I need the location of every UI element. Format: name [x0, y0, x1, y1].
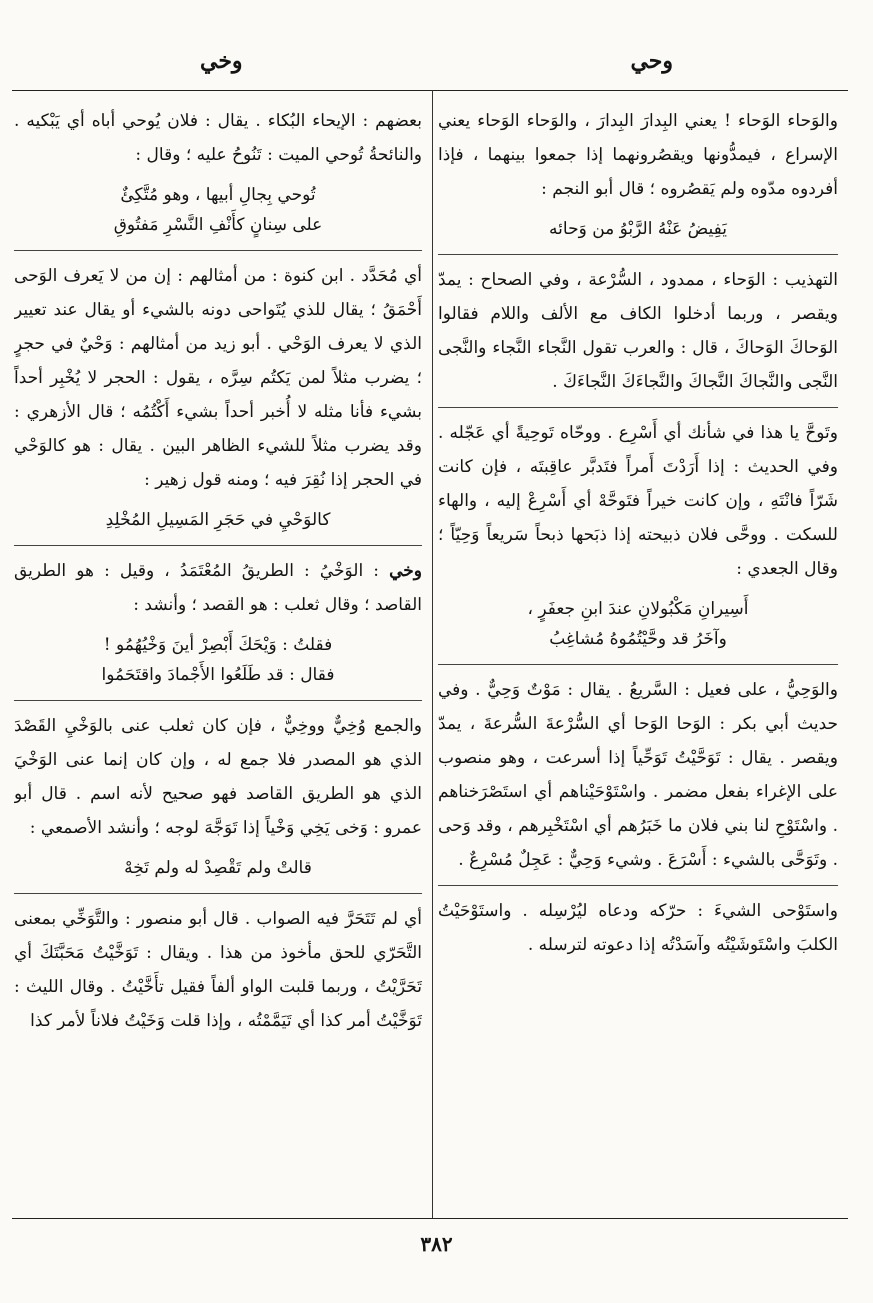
verse — [438, 214, 838, 244]
page-header — [0, 48, 873, 88]
paragraph: والوَحِيُّ ، على فعيل : السَّريعُ . يقال : مَوْتٌ وَحِيٌّ . وفي حديث أبي بكر : الوَحا الوَحا أي السُّرْعةَ السُّرعةَ ، يمدّ ويقصر . يقال : تَوَحَّيْتُ تَوَحِّياً إذا أسرعت ، وهو منصوب على الإغراء بفعل مضمر . واسْتَوْحَيْناهم أي استَصْرَخناهم . واسْتَوْحِ لنا بني فلان ما خَبَرُهم أي اسْتَخْبِرهم ، وقد وَحى . وتَوَحَّى بالشيء : أَسْرَعَ . وشيء وَحِيٌّ : عَجِلٌ مُسْرِعٌ . — [438, 680, 838, 870]
entry-headword: وخي — [389, 561, 422, 581]
right-column — [438, 104, 838, 1212]
header-rule — [12, 90, 848, 91]
separator-rule — [438, 885, 838, 886]
separator-rule — [438, 254, 838, 255]
column-divider — [432, 90, 433, 1218]
verse-line: تُوحي بِجالِ أبيها ، وهو مُتَّكِئٌ — [120, 185, 316, 205]
verse-line: يَفِيضُ عَنْهُ الرَّبْوُ من وَحائه — [549, 219, 727, 239]
separator-rule — [14, 893, 422, 894]
paragraph: بعضهم : الإيحاء البُكاء . يقال : فلان يُوحي أباه أي يَبْكيه . والنائحةُ تُوحي الميت : تَنُوحُ عليه ؛ وقال : — [14, 111, 422, 165]
paragraph: أي لم تَتَحَرَّ فيه الصواب . قال أبو منصور : والتَّوَخِّي بمعنى التَّحَرّي للحق مأخوذ من هذا . ويقال : تَوَخَّيْتُ مَحَبَّتَكَ أي تَحَرَّيْتُ ، وربما قلبت الواو ألفاً فقيل تأَخَّيْتُ . وقال الليث : تَوَخَّيْتُ أمر كذا أي تَيَمَّمْتُه ، وإذا قلت وَخَيْتُ فلاناً لأمر كذا — [14, 909, 422, 1031]
verse — [14, 630, 422, 690]
verse-line: وآخَرُ قد وحَّيْتُمُوهُ مُشاغِبُ — [549, 629, 727, 649]
verse-line: على سِنانٍ كأَنْفِ النَّسْرِ مَفتُوقِ — [113, 215, 323, 235]
paragraph: واستَوْحى الشيءَ : حرّكه ودعاه ليُرْسِله . واستَوْحَيْتُ الكلبَ واسْتَوشَيْتُه وآسَدْتُه إذا دعوته لترسله . — [438, 901, 838, 955]
entry-paragraph — [14, 554, 422, 622]
separator-rule — [438, 407, 838, 408]
footer-rule — [12, 1218, 848, 1219]
verse-line: كالوَحْيِ في حَجَرِ المَسِيلِ المُخْلِدِ — [105, 510, 331, 530]
paragraph: التهذيب : الوَحاء ، ممدود ، السُّرْعة ، وفي الصحاح : يمدّ ويقصر ، وربما أدخلوا الكاف مع الألف واللام فقالوا الوَحاكَ الوَحاكَ ، قال : والعرب تقول النَّجاء النَّجاء والنَّجى النَّجى والنَّجاكَ النَّجاكَ والنَّجاءَكَ النَّجاءَكَ . — [438, 270, 838, 392]
separator-rule — [14, 545, 422, 546]
header-right-entry-word: وحي — [630, 48, 673, 74]
entry-definition: : الوَخْيُ : الطريقُ المُعْتَمَدُ ، وقيل : هو الطريق القاصد ؛ وقال ثعلب : هو القصد ؛ وأنشد : — [14, 561, 422, 615]
verse — [14, 180, 422, 240]
paragraph: أي مُحَدَّد . ابن كنوة : من أمثالهم : إن من لا يَعرف الوَحى أَحْمَقُ ؛ يقال للذي يُتَواحى دونه بالشيء أو يقال عند تعيير الذي لا يعرف الوَحْي . أبو زيد من أمثالهم : وَحْيٌ في حجرٍ ؛ يضرب مثلاً لمن يَكتُم سِرَّه ، يقول : الحجر لا يُخْبِر أحداً بشيء فأنا مثله لا أُخبر أحداً بشيء أَكْتُمُه ؛ قال الأزهري : وقد يضرب مثلاً للشيء الظاهر البين . يقال : هو كالوَحْي في الحجر إذا نُقِرَ فيه ؛ ومنه قول زهير : — [14, 266, 422, 490]
verse-line: قالتْ ولم تَقْصِدْ له ولم تَخِهْ — [124, 858, 312, 878]
verse-line: أَسِيرانِ مَكْبُولانِ عندَ ابنِ جعفَرٍ ، — [527, 599, 749, 619]
paragraph: والجمع وُخِيٌّ ووخِيٌّ ، فإن كان ثعلب عنى بالوَخْيِ القَصْدَ الذي هو المصدر فلا جمع له ، وإن كان إنما عنى الوَخْيَ الذي هو الطريق القاصد فهو صحيح لأنه اسم . قال أبو عمرو : وَخى يَخِي وَخْياً إذا تَوَجَّهَ لوجه ؛ وأنشد الأصمعي : — [14, 716, 422, 838]
separator-rule — [14, 250, 422, 251]
left-column — [14, 104, 422, 1212]
page-number: ٣٨٢ — [420, 1232, 453, 1256]
verse — [14, 853, 422, 883]
verse — [14, 505, 422, 535]
verse-line: فقلتُ : وَيْحَكَ أَبْصِرْ أينَ وَخْيُهُمُو ! — [103, 635, 333, 655]
paragraph: وتَوحَّ يا هذا في شأنك أي أَسْرِع . ووحّاه تَوحِيةً أي عَجّله . وفي الحديث : إذا أَرَدْتَ أَمراً فتَدبَّر عاقِبتَه ، فإن كانت شَرّاً فانْتَهِ ، وإن كانت خيراً فتَوحَّهْ أي أَسْرِعْ إليه ، والهاء للسكت . ووحَّى فلان ذبيحته إذا ذبَحها ذبحاً سَريعاً وَحِيّاً ؛ وقال الجعدي : — [438, 423, 838, 579]
header-left-entry-word: وخي — [200, 48, 243, 74]
verse — [438, 594, 838, 654]
separator-rule — [438, 664, 838, 665]
verse-line: فقال : قد طَلَعُوا الأَجْمادَ واقتَحَمُوا — [101, 665, 335, 685]
separator-rule — [14, 700, 422, 701]
paragraph: والوَحاء الوَحاء ! يعني البِدارَ البِدارَ ، والوَحاء الوَحاء يعني الإسراع ، فيمدُّونها ويقصُرونهما إذا جمعوا بينهما ، فإذا أفردوه مدّوه ولم يَقصُروه ؛ قال أبو النجم : — [438, 111, 838, 199]
